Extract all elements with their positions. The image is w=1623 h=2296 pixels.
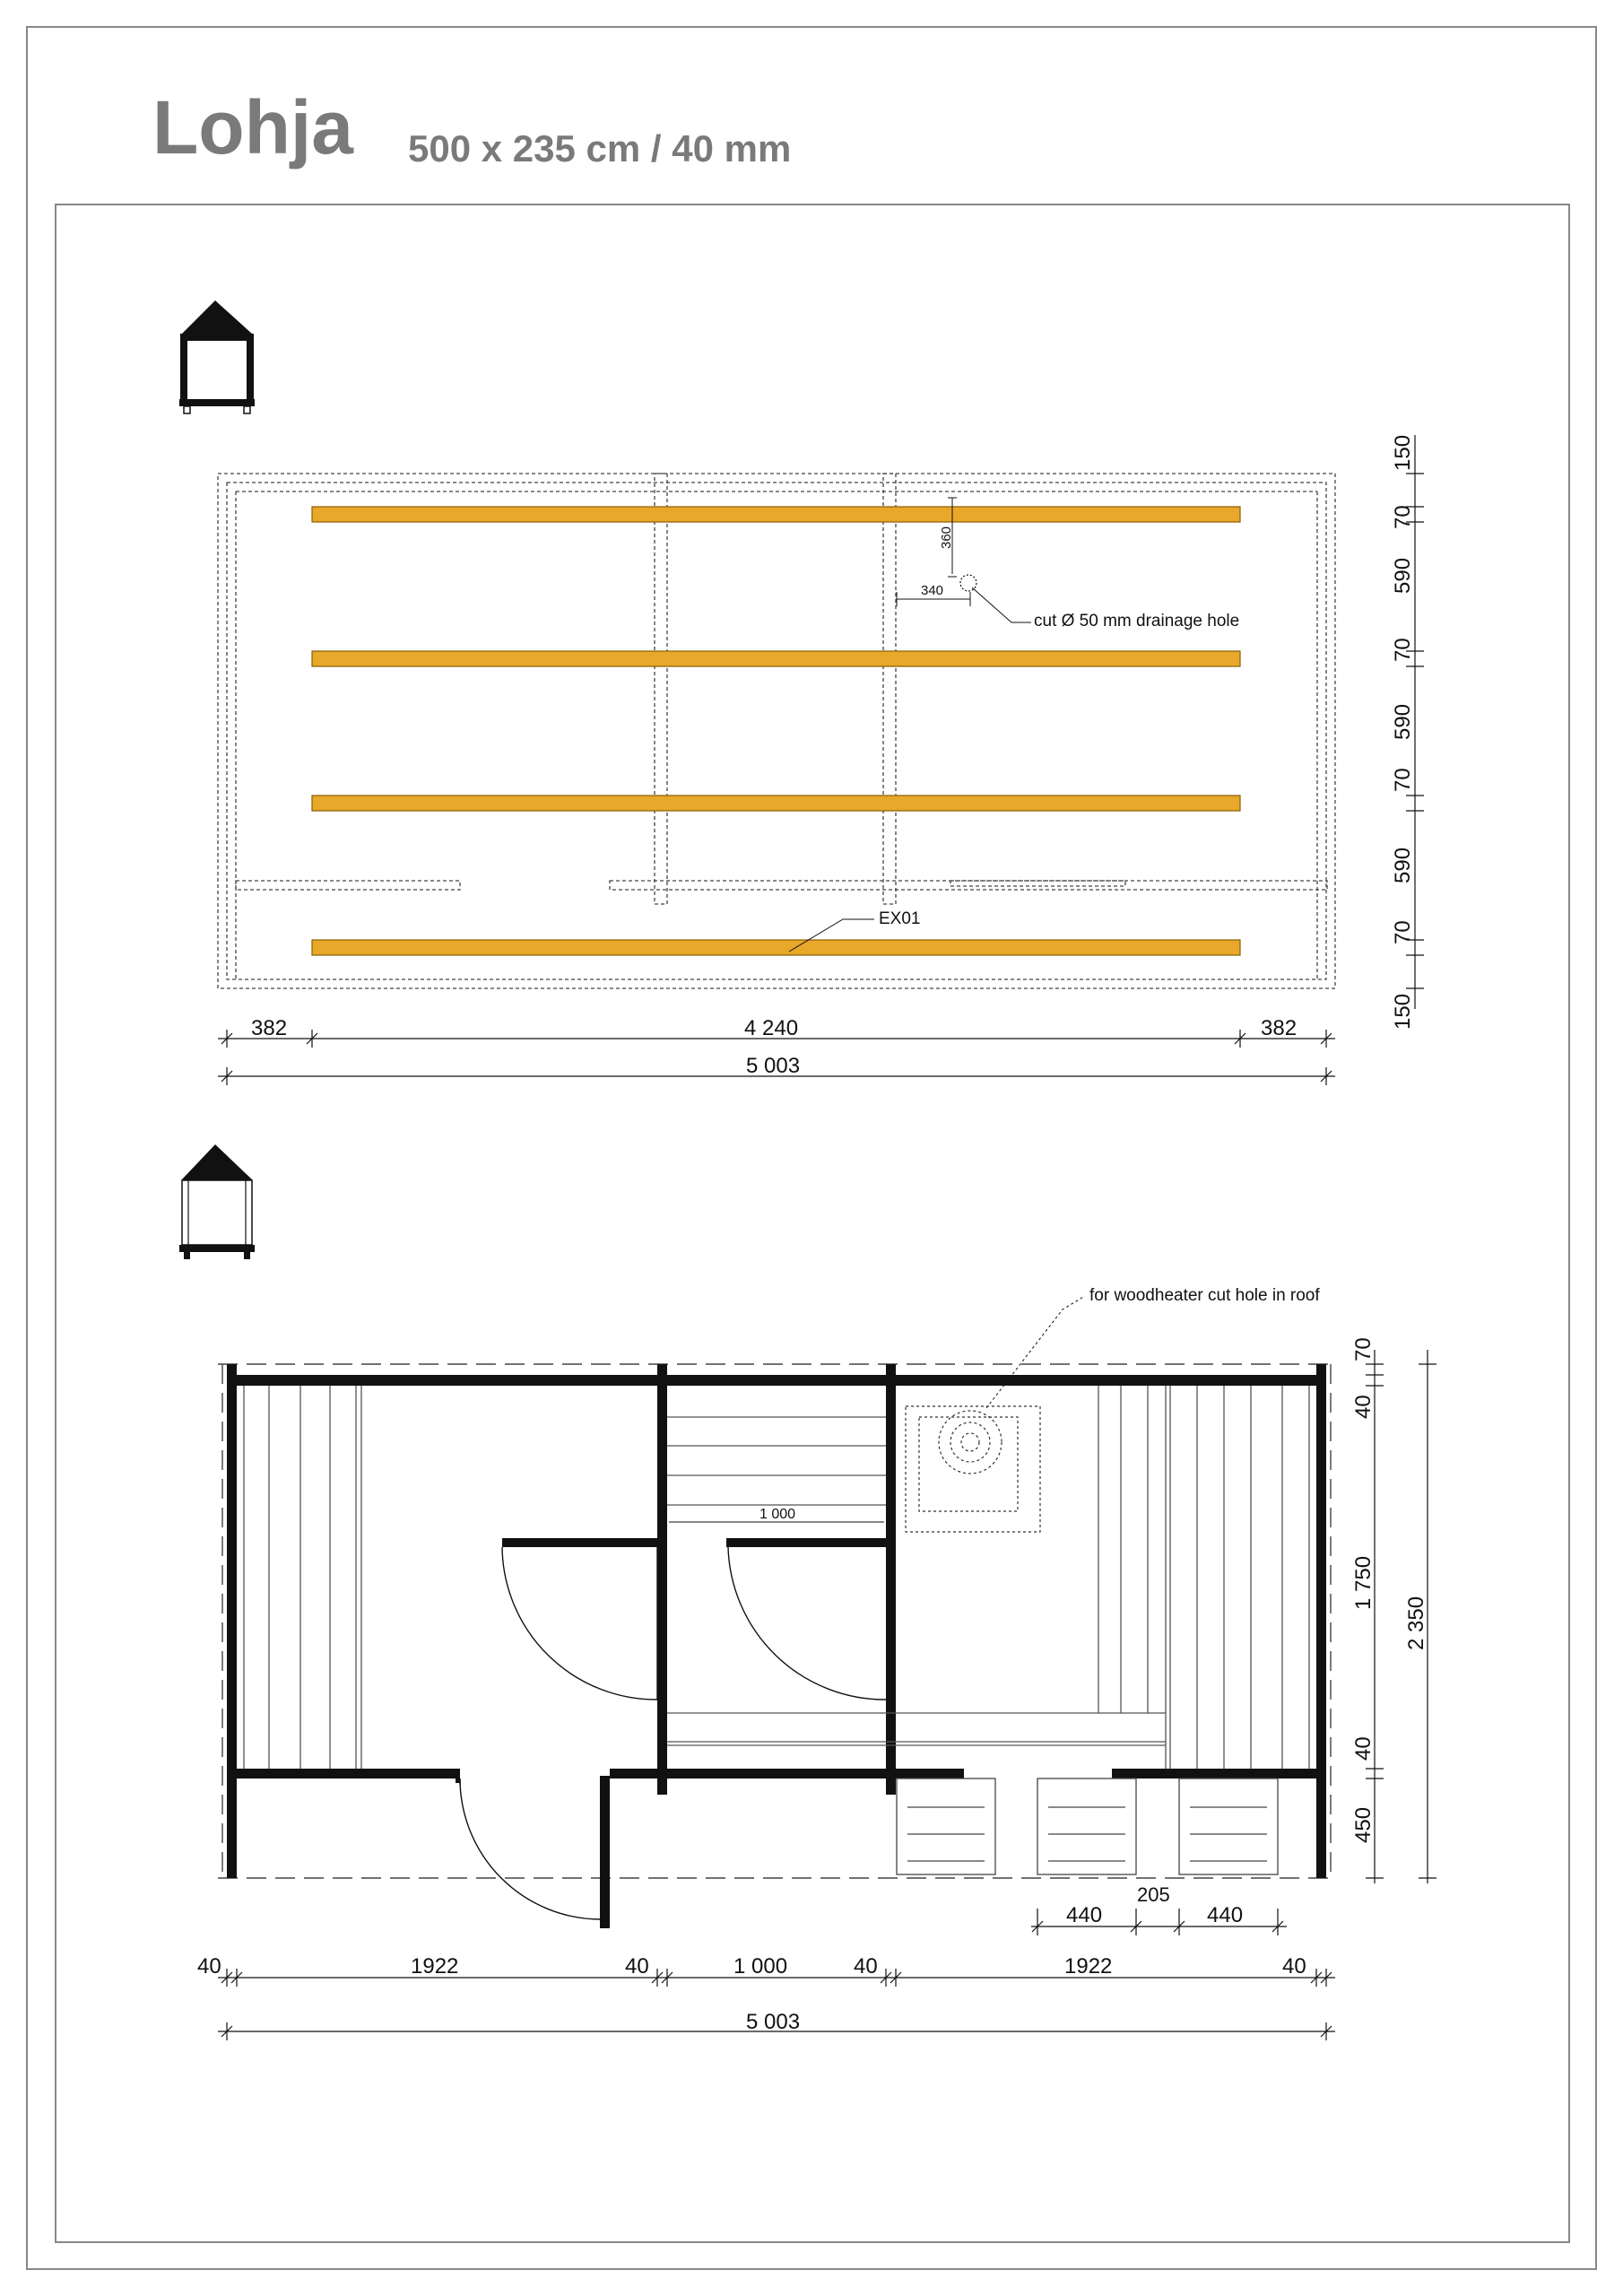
dim-360: 360 <box>939 526 954 549</box>
dim-bench-205: 205 <box>1137 1883 1170 1906</box>
dim-bench-440b: 440 <box>1207 1903 1244 1927</box>
dim-340: 340 <box>921 583 944 598</box>
roof-beam <box>312 940 1240 955</box>
dim-floor-1922a: 1922 <box>411 1954 459 1979</box>
bench-steps <box>897 1779 1278 1874</box>
dim-floor-1000: 1 000 <box>733 1954 788 1979</box>
dim-top-left: 382 <box>251 1016 288 1040</box>
dim-right-590a: 590 <box>1391 557 1415 594</box>
dim-top-middle: 4 240 <box>744 1016 799 1040</box>
dim-right-590c: 590 <box>1391 847 1415 883</box>
roof-beam <box>312 507 1240 522</box>
drainage-label: cut Ø 50 mm drainage hole <box>1034 612 1240 631</box>
roof-plan <box>218 474 1335 988</box>
dim-top-right: 382 <box>1261 1016 1298 1040</box>
dim-right-150b: 150 <box>1391 993 1415 1030</box>
dim-right-70c: 70 <box>1391 768 1415 792</box>
dim-floor-40c: 40 <box>854 1954 878 1979</box>
outer-frame <box>27 27 1596 2269</box>
floor-plan <box>218 1286 1335 1928</box>
dim-right-70a: 70 <box>1391 505 1415 529</box>
roof-beam <box>312 796 1240 811</box>
dim-floor-40a: 40 <box>197 1954 221 1979</box>
ex01-label: EX01 <box>879 909 921 928</box>
dim-floor-right-total: 2 350 <box>1404 1596 1428 1650</box>
wood-heater <box>906 1406 1040 1532</box>
drainage-hole <box>960 575 976 591</box>
dim-floor-right-70: 70 <box>1351 1337 1376 1361</box>
dim-bench-440a: 440 <box>1066 1903 1103 1927</box>
house-elevation-icon <box>179 300 255 413</box>
dim-floor-1922b: 1922 <box>1064 1954 1113 1979</box>
dim-top-total: 5 003 <box>746 1054 801 1078</box>
dim-right-590b: 590 <box>1391 703 1415 740</box>
dim-floor-right-40b: 40 <box>1351 1736 1376 1761</box>
roof-beam <box>312 651 1240 666</box>
house-section-icon <box>179 1144 255 1259</box>
dim-right-70b: 70 <box>1391 638 1415 662</box>
dim-floor-right-450: 450 <box>1351 1806 1376 1843</box>
dim-right-70d: 70 <box>1391 920 1415 944</box>
woodheater-label: for woodheater cut hole in roof <box>1089 1286 1320 1305</box>
dim-floor-right-1750: 1 750 <box>1351 1555 1376 1610</box>
dim-floor-right-40a: 40 <box>1351 1395 1376 1419</box>
dim-floor-total: 5 003 <box>746 2010 801 2034</box>
page-title: Lohja <box>152 85 353 170</box>
dim-inner-1000: 1 000 <box>759 1507 796 1522</box>
dim-right-150a: 150 <box>1391 434 1415 471</box>
dim-floor-40d: 40 <box>1282 1954 1306 1979</box>
dim-floor-40b: 40 <box>625 1954 649 1979</box>
page-subtitle: 500 x 235 cm / 40 mm <box>408 127 792 170</box>
